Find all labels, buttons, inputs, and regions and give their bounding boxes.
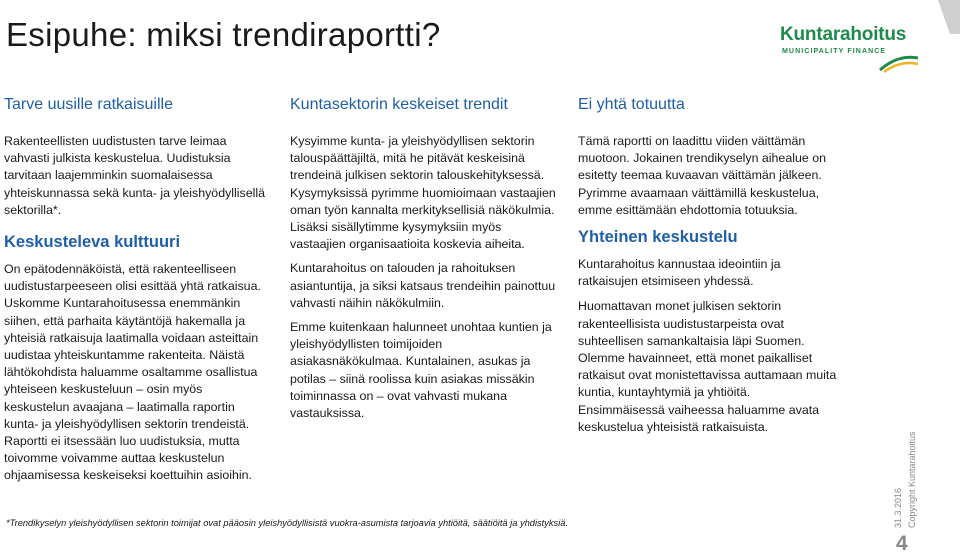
paragraph-trendit-2: Kuntarahoitus on talouden ja rahoituksen asiantuntija, ja siksi katsaus trendeihin painottuu vahvasti näihin näkökulmiin. <box>290 261 556 310</box>
heading-keskusteleva: Keskusteleva kulttuuri <box>4 233 181 252</box>
logo-subtitle: MUNICIPALITY FINANCE <box>782 48 887 55</box>
copyright-text: Copyright Kuntarahoitus <box>907 431 917 528</box>
footnote: *Trendikyselyn yleishyödyllisen sektorin toimijat ovat pääosin yleishyödyllisistä vuokra-asumista tarjoavia yhtiöitä, säätiöitä ja yhdistyksiä. <box>6 518 569 528</box>
heading-yhteinen: Yhteinen keskustelu <box>578 228 738 247</box>
kuntarahoitus-logo <box>780 24 922 72</box>
paragraph-trendit-3: Emme kuitenkaan halunneet unohtaa kuntien ja yleishyödyllisten toimijoiden asiakasnäkökulmaa. Kuntalainen, asukas ja potilas – siinä roolissa kuin asiakas missäkin toiminnassa on – ovat vahvasti mukana vastauksissa. <box>290 320 552 421</box>
paragraph-yhteinen-2: Huomattavan monet julkisen sektorin rakenteellisista uudistustarpeista ovat suhteellisen samankaltaisia läpi Suomen. Olemme havainneet, että monet paikalliset ratkaisut ovat monistettavissa auttamaan muita kuntia, kuntayhtymiä ja yhtiöitä. Ensimmäisessä vaiheessa haluamme avata keskustelua yhteisistä ratkaisuista. <box>578 299 837 434</box>
heading-trendit: Kuntasektorin keskeiset trendit <box>290 96 508 113</box>
paragraph-yhteinen-1: Kuntarahoitus kannustaa ideointiin ja ratkaisujen etsimiseen yhdessä. <box>578 257 781 289</box>
logo-swoosh-icon <box>878 52 920 74</box>
side-info <box>893 432 925 532</box>
page-number: 4 <box>896 532 908 555</box>
page-title: Esipuhe: miksi trendiraportti? <box>6 16 441 53</box>
heading-totuutta: Ei yhtä totuutta <box>578 96 685 113</box>
paragraph-keskusteleva: On epätodennäköistä, että rakenteelliseen uudistustarpeeseen olisi esittää yhtä ratkaisua. Uskomme Kuntarahoitusessa enemmänkin siihen, että parhaita käytäntöjä hakemalla ja yhteisiä ratkaisuja laatimalla voidaan asteittain uudistaa yhteiskuntamme rakenteita. Näistä lähtökohdista haluamme osaltamme osallistua yhteiseen keskusteluun – osin myös keskustelun avaajana – laatimalla raportin kunta- ja yleishyödyllisen sektorin trendeistä. Raportti ei itsessään luo uudistuksia, mutta toivomme voivamme auttaa keskustelun ohjaamisessa keskeiseksi koettuihin asioihin. <box>4 262 261 483</box>
corner-accent-icon <box>938 0 960 34</box>
column-left <box>4 95 266 485</box>
paragraph-trendit-1: Kysyimme kunta- ja yleishyödyllisen sektorin talouspäättäjiltä, mitä he pitävät keskeisinä trendeinä julkisen sektorin talouskehityksessä. Kysymyksissä pyrimme huomioimaan vastaajien oman työn kannalta merkityksellisiä näkökulmia. Lisäksi sisällytimme kysymyksiin myös vastaajien organisaatioita koskevia aiheita. <box>290 134 556 252</box>
heading-tarve: Tarve uusille ratkaisuille <box>4 96 173 113</box>
logo-wordmark: Kuntarahoitus <box>780 24 907 45</box>
column-middle <box>290 95 556 422</box>
paragraph-tarve: Rakenteellisten uudistusten tarve leimaa vahvasti julkista keskustelua. Uudistuksia tarvitaan laajemminkin suomalaisessa yhteiskunnassa sekä kunta- ja yleishyödyllisellä sektorilla*. <box>4 134 266 217</box>
paragraph-totuutta: Tämä raportti on laadittu viiden väittämän muotoon. Jokainen trendikyselyn aihealue on esitetty teemaa kuvaavan väittämän jälkeen. Pyrimme avaamaan väittämillä keskustelua, emme esittämään ehdottomia totuuksia. <box>578 134 826 217</box>
column-right <box>578 95 840 436</box>
date-text: 31.3.2016 <box>893 487 903 528</box>
